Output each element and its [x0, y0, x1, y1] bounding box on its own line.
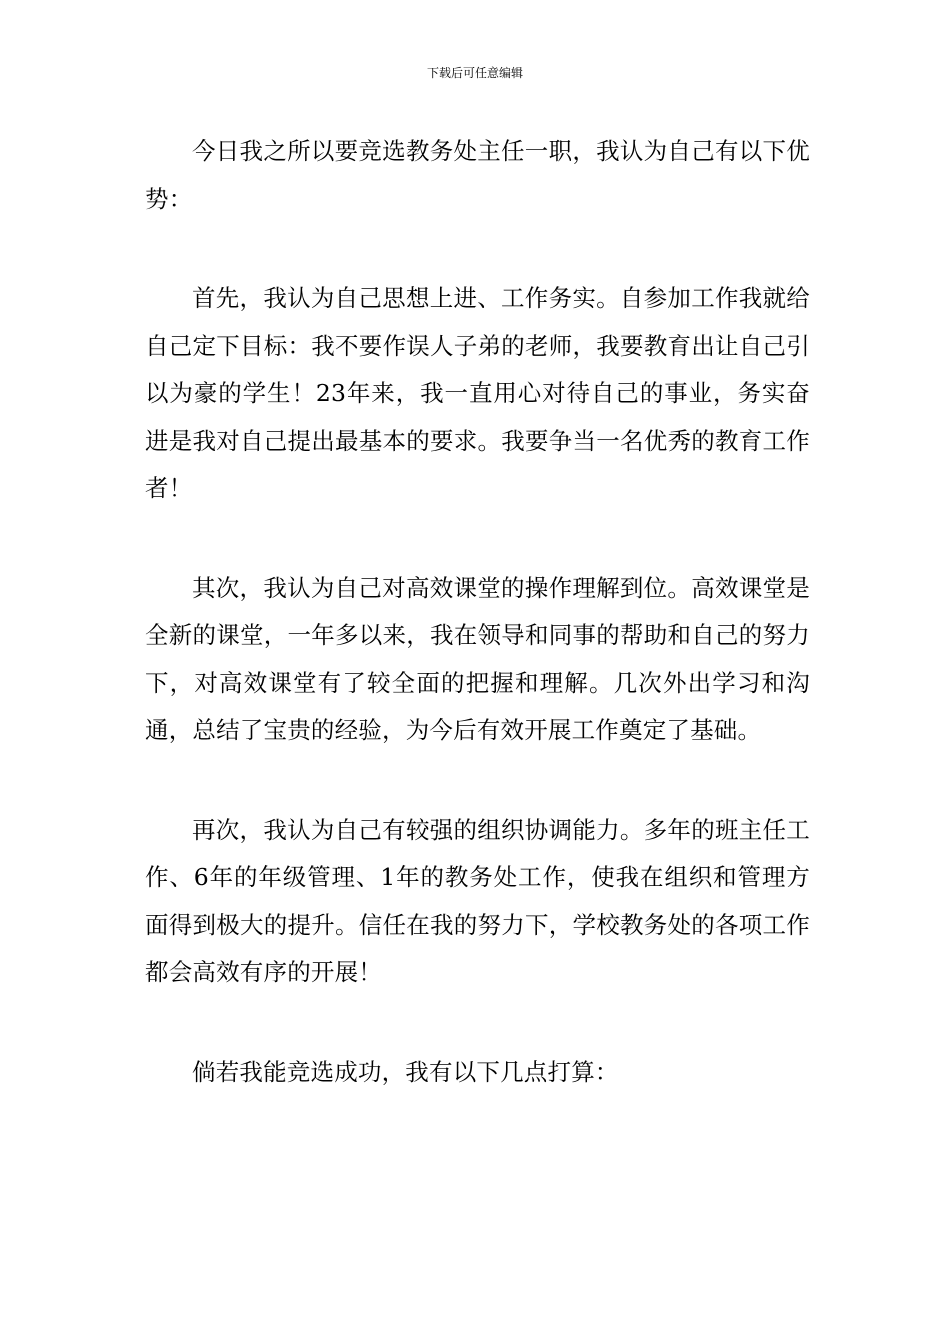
paragraph-third: 再次，我认为自己有较强的组织协调能力。多年的班主任工作、6年的年级管理、1年的教务处工作，使我在组织和管理方面得到极大的提升。信任在我的努力下，学校教务处的各项工作都会高效有序的开展！ [145, 815, 810, 986]
page-header: 下载后可任意编辑 [426, 66, 523, 80]
document-body [145, 128, 810, 1096]
paragraph-second: 其次，我认为自己对高效课堂的操作理解到位。高效课堂是全新的课堂，一年多以来，我在领导和同事的帮助和自己的努力下，对高效课堂有了较全面的把握和理解。几次外出学习和沟通，总结了宝贵的经验，为今后有效开展工作奠定了基础。 [145, 573, 810, 744]
paragraph-gap [145, 755, 810, 807]
paragraph-plans: 倘若我能竞选成功，我有以下几点打算： [192, 1057, 619, 1086]
paragraph-gap [145, 997, 810, 1049]
paragraph-gap [145, 223, 810, 275]
paragraph-gap [145, 513, 810, 565]
paragraph-intro: 今日我之所以要竞选教务处主任一职，我认为自己有以下优势： [145, 137, 810, 213]
paragraph-first: 首先，我认为自己思想上进、工作务实。自参加工作我就给自己定下目标：我不要作误人子弟的老师，我要教育出让自己引以为豪的学生！23年来，我一直用心对待自己的事业，务实奋进是我对自己提出最基本的要求。我要争当一名优秀的教育工作者！ [145, 284, 810, 502]
